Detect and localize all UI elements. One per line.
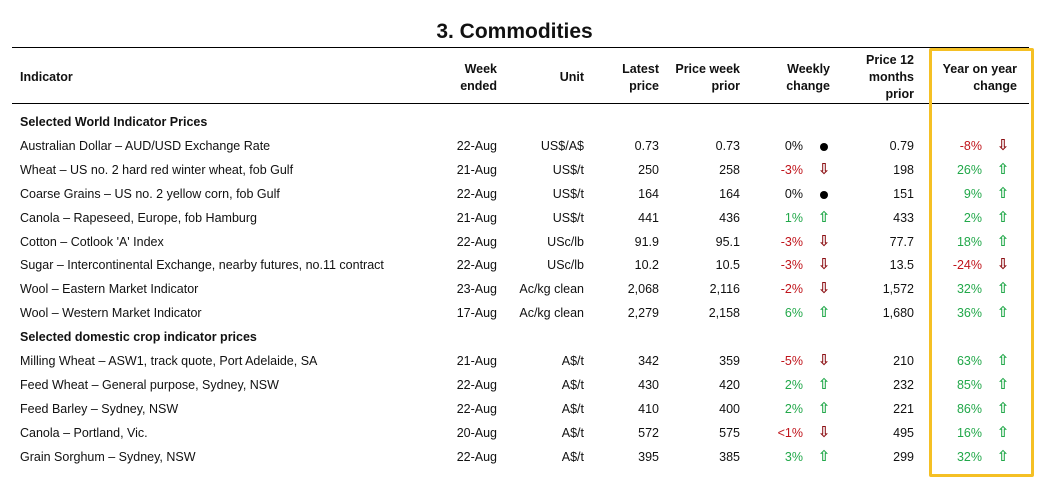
header-weekly-line1: Weekly — [787, 62, 830, 76]
price-12-months-prior-cell: 210 — [893, 354, 914, 368]
down-arrow-icon: ⇩ — [996, 256, 1010, 274]
indicator-cell: Canola – Portland, Vic. — [20, 425, 148, 440]
header-weekly-change — [770, 61, 830, 95]
price-12-months-prior-cell: 1,680 — [882, 306, 914, 321]
section-header — [0, 111, 1062, 135]
header-p12-line3: prior — [885, 87, 914, 101]
price-week-prior-cell: 2,116 — [709, 282, 740, 297]
price-12-months-prior-cell: 151 — [893, 186, 914, 201]
week-ended-cell: 22-Aug — [456, 138, 497, 153]
week-ended-cell: 21-Aug — [456, 354, 497, 368]
dot-icon — [816, 187, 832, 202]
price-week-prior-cell: 359 — [719, 354, 740, 368]
price-week-prior-cell: 164 — [719, 186, 740, 201]
latest-price-cell: 91.9 — [634, 234, 659, 249]
weekly-change-cell: 0% — [784, 186, 803, 201]
up-arrow-icon: ⇧ — [996, 399, 1010, 417]
table-row — [0, 398, 1062, 422]
down-arrow-icon: ⇩ — [817, 256, 831, 274]
table-row — [0, 278, 1062, 302]
up-arrow-icon: ⇧ — [996, 208, 1010, 226]
latest-price-cell: 10.2 — [634, 258, 659, 273]
price-week-prior-cell: 385 — [719, 449, 740, 464]
page-title: 3. Commodities — [436, 20, 593, 43]
weekly-change-cell: -3% — [780, 258, 803, 273]
up-arrow-icon: ⇧ — [996, 423, 1010, 441]
weekly-change-cell: 6% — [784, 306, 803, 321]
header-price-week-prior — [660, 61, 740, 95]
header-bottom-rule — [12, 103, 1029, 104]
up-arrow-icon: ⇧ — [817, 208, 831, 226]
up-arrow-icon: ⇧ — [996, 280, 1010, 298]
yoy-change-cell: -24% — [952, 258, 982, 273]
unit-cell: US$/A$ — [540, 138, 584, 153]
price-week-prior-cell: 436 — [719, 210, 740, 225]
header-p12-line2: months — [868, 70, 914, 84]
price-12-months-prior-cell: 221 — [893, 401, 914, 416]
up-arrow-icon: ⇧ — [996, 160, 1010, 178]
up-arrow-icon: ⇧ — [996, 375, 1010, 393]
down-arrow-icon: ⇩ — [817, 280, 831, 298]
weekly-change-cell: -3% — [780, 234, 803, 249]
unit-cell: A$/t — [561, 449, 584, 464]
unit-cell: USc/lb — [547, 258, 584, 273]
section-label: Selected World Indicator Prices — [20, 115, 208, 129]
unit-cell: US$/t — [552, 210, 584, 225]
latest-price-cell: 342 — [638, 354, 659, 368]
header-latest-line1: Latest — [622, 62, 659, 76]
yoy-change-cell: 63% — [956, 354, 982, 368]
week-ended-cell: 22-Aug — [456, 186, 497, 201]
latest-price-cell: 572 — [638, 425, 659, 440]
weekly-change-cell: <1% — [777, 425, 803, 440]
weekly-change-cell: 3% — [784, 449, 803, 464]
price-12-months-prior-cell: 495 — [893, 425, 914, 440]
down-arrow-icon: ⇩ — [817, 160, 831, 178]
yoy-change-cell: 16% — [956, 425, 982, 440]
table-row — [0, 231, 1062, 255]
price-week-prior-cell: 10.5 — [715, 258, 740, 273]
latest-price-cell: 0.73 — [634, 138, 659, 153]
week-ended-cell: 23-Aug — [456, 282, 497, 297]
header-price-12-months-prior — [850, 52, 914, 103]
week-ended-cell: 20-Aug — [456, 425, 497, 440]
price-12-months-prior-cell: 198 — [893, 162, 914, 177]
table-row — [0, 135, 1062, 159]
indicator-cell: Milling Wheat – ASW1, track quote, Port Adelaide, SA — [20, 354, 318, 368]
indicator-cell: Cotton – Cotlook 'A' Index — [20, 234, 164, 249]
header-prior-line2: prior — [711, 79, 740, 93]
header-indicator: Indicator — [20, 70, 73, 84]
price-12-months-prior-cell: 13.5 — [889, 258, 914, 273]
latest-price-cell: 441 — [638, 210, 659, 225]
header-week-ended-line1: Week — [464, 62, 497, 76]
weekly-change-cell: -3% — [780, 162, 803, 177]
indicator-cell: Canola – Rapeseed, Europe, fob Hamburg — [20, 210, 257, 225]
header-latest-line2: price — [629, 79, 659, 93]
indicator-cell: Grain Sorghum – Sydney, NSW — [20, 449, 196, 464]
price-week-prior-cell: 95.1 — [715, 234, 740, 249]
up-arrow-icon: ⇧ — [996, 352, 1010, 369]
price-week-prior-cell: 420 — [719, 377, 740, 392]
price-week-prior-cell: 0.73 — [715, 138, 740, 153]
week-ended-cell: 22-Aug — [456, 234, 497, 249]
up-arrow-icon: ⇧ — [996, 304, 1010, 322]
header-yoy-line2: change — [973, 79, 1017, 93]
header-weekly-line2: change — [786, 79, 830, 93]
price-12-months-prior-cell: 77.7 — [889, 234, 914, 249]
yoy-change-cell: 86% — [956, 401, 982, 416]
yoy-change-cell: 2% — [963, 210, 982, 225]
header-prior-line1: Price week — [675, 62, 740, 76]
unit-cell: US$/t — [552, 186, 584, 201]
section-label: Selected domestic crop indicator prices — [20, 330, 257, 345]
price-week-prior-cell: 258 — [719, 162, 740, 177]
unit-cell: USc/lb — [547, 234, 584, 249]
week-ended-cell: 22-Aug — [456, 401, 497, 416]
weekly-change-cell: 0% — [784, 138, 803, 153]
week-ended-cell: 22-Aug — [456, 258, 497, 273]
indicator-cell: Sugar – Intercontinental Exchange, nearby futures, no.11 contract — [20, 258, 384, 273]
latest-price-cell: 410 — [638, 401, 659, 416]
latest-price-cell: 2,279 — [627, 306, 659, 321]
yoy-change-cell: 9% — [963, 186, 982, 201]
indicator-cell: Coarse Grains – US no. 2 yellow corn, fob Gulf — [20, 186, 280, 201]
unit-cell: US$/t — [552, 162, 584, 177]
up-arrow-icon: ⇧ — [817, 447, 831, 465]
indicator-cell: Feed Barley – Sydney, NSW — [20, 401, 179, 416]
up-arrow-icon: ⇧ — [817, 375, 831, 393]
yoy-change-cell: 26% — [956, 162, 982, 177]
yoy-change-cell: 85% — [956, 377, 982, 392]
latest-price-cell: 430 — [638, 377, 659, 392]
price-12-months-prior-cell: 0.79 — [889, 138, 914, 153]
up-arrow-icon: ⇧ — [996, 447, 1010, 465]
price-week-prior-cell: 575 — [719, 425, 740, 440]
weekly-change-cell: -5% — [780, 354, 803, 368]
up-arrow-icon: ⇧ — [996, 232, 1010, 250]
week-ended-cell: 17-Aug — [456, 306, 497, 321]
week-ended-cell: 22-Aug — [456, 377, 497, 392]
unit-cell: Ac/kg clean — [519, 306, 584, 321]
latest-price-cell: 2,068 — [627, 282, 659, 297]
up-arrow-icon: ⇧ — [817, 304, 831, 322]
header-unit: Unit — [559, 70, 584, 84]
table-row — [0, 350, 1062, 374]
dot-icon-shape — [820, 191, 828, 199]
price-12-months-prior-cell: 433 — [893, 210, 914, 225]
week-ended-cell: 21-Aug — [456, 162, 497, 177]
indicator-cell: Feed Wheat – General purpose, Sydney, NSW — [20, 377, 279, 392]
weekly-change-cell: 2% — [784, 401, 803, 416]
header-yoy-line1: Year on year — [942, 62, 1017, 76]
dot-icon — [816, 139, 832, 154]
indicator-cell: Wool – Eastern Market Indicator — [20, 282, 199, 297]
price-12-months-prior-cell: 299 — [893, 449, 914, 464]
table-row — [0, 207, 1062, 231]
table-row — [0, 374, 1062, 398]
table-row — [0, 183, 1062, 207]
unit-cell: A$/t — [561, 377, 584, 392]
price-week-prior-cell: 400 — [719, 401, 740, 416]
down-arrow-icon: ⇩ — [817, 232, 831, 250]
latest-price-cell: 395 — [638, 449, 659, 464]
table-row — [0, 302, 1062, 326]
header-top-rule — [12, 47, 1029, 48]
unit-cell: A$/t — [561, 425, 584, 440]
header-week-ended-line2: ended — [460, 79, 497, 93]
table-row — [0, 422, 1062, 446]
unit-cell: Ac/kg clean — [519, 282, 584, 297]
yoy-change-cell: 36% — [956, 306, 982, 321]
indicator-cell: Australian Dollar – AUD/USD Exchange Rate — [20, 138, 271, 153]
header-year-on-year-change — [935, 61, 1017, 95]
yoy-change-cell: 18% — [956, 234, 982, 249]
unit-cell: A$/t — [561, 354, 584, 368]
weekly-change-cell: 1% — [784, 210, 803, 225]
down-arrow-icon: ⇩ — [817, 352, 831, 369]
dot-icon-shape — [820, 143, 828, 151]
price-12-months-prior-cell: 232 — [893, 377, 914, 392]
section-header — [0, 326, 1062, 350]
down-arrow-icon: ⇩ — [817, 423, 831, 441]
table-row — [0, 159, 1062, 183]
table-row — [0, 254, 1062, 278]
latest-price-cell: 250 — [638, 162, 659, 177]
header-latest-price — [600, 61, 659, 95]
week-ended-cell: 21-Aug — [456, 210, 497, 225]
indicator-cell: Wool – Western Market Indicator — [20, 306, 202, 321]
up-arrow-icon: ⇧ — [817, 399, 831, 417]
latest-price-cell: 164 — [638, 186, 659, 201]
header-week-ended — [430, 61, 497, 95]
yoy-change-cell: 32% — [956, 282, 982, 297]
weekly-change-cell: -2% — [780, 282, 803, 297]
down-arrow-icon: ⇩ — [996, 136, 1010, 154]
price-week-prior-cell: 2,158 — [708, 306, 740, 321]
yoy-change-cell: -8% — [959, 138, 982, 153]
week-ended-cell: 22-Aug — [456, 449, 497, 464]
price-12-months-prior-cell: 1,572 — [882, 282, 914, 297]
header-p12-line1: Price 12 — [866, 53, 914, 67]
table-row — [0, 446, 1062, 470]
weekly-change-cell: 2% — [784, 377, 803, 392]
unit-cell: A$/t — [561, 401, 584, 416]
up-arrow-icon: ⇧ — [996, 184, 1010, 202]
indicator-cell: Wheat – US no. 2 hard red winter wheat, fob Gulf — [20, 162, 294, 177]
yoy-change-cell: 32% — [956, 449, 982, 464]
